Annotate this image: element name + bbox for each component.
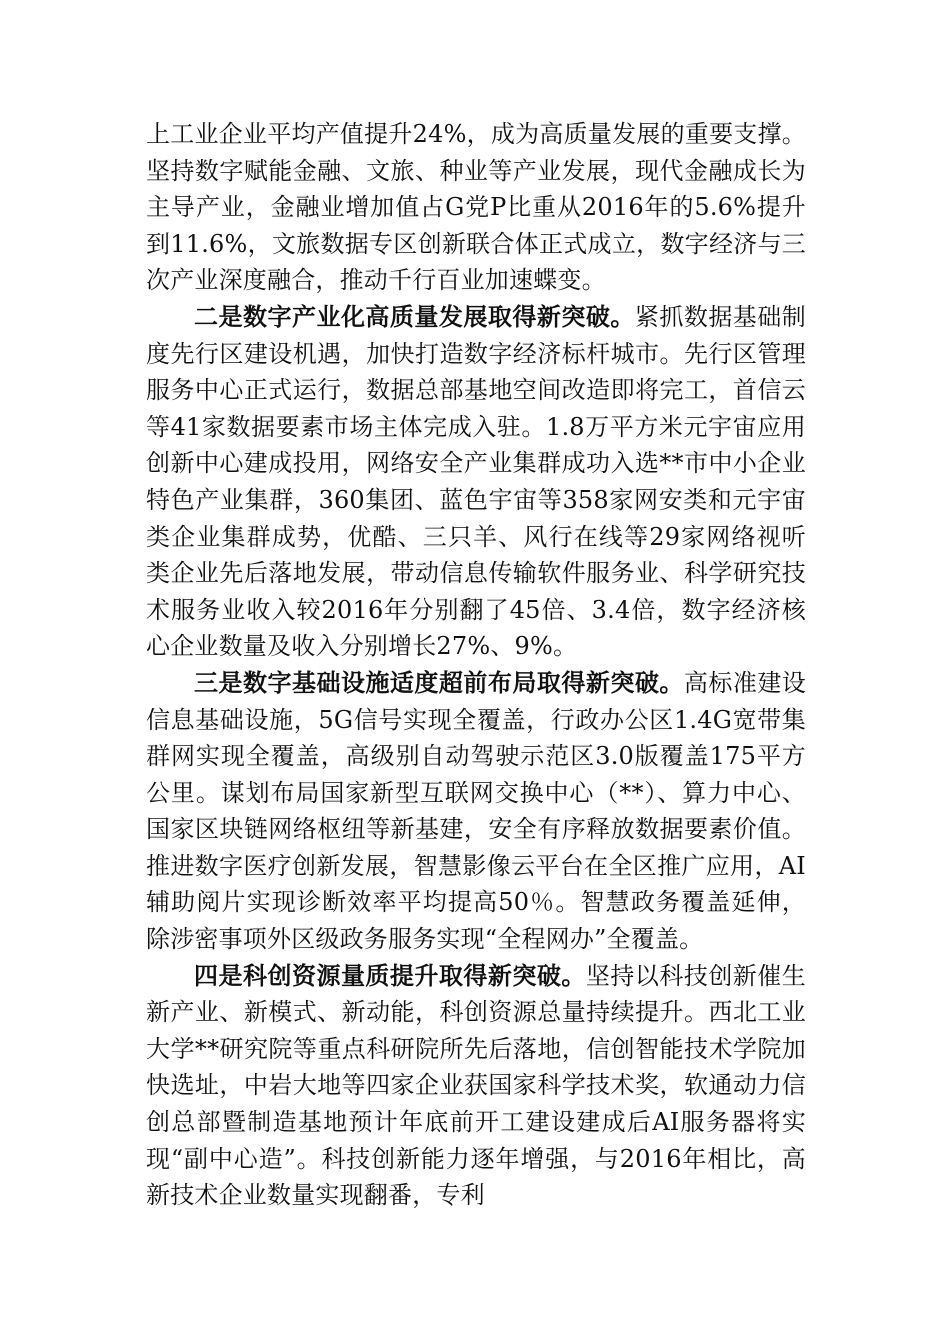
paragraph-heading: 三是数字基础设施适度超前布局取得新突破。 xyxy=(194,667,684,697)
paragraph-heading: 二是数字产业化高质量发展取得新突破。 xyxy=(194,301,635,331)
document-page xyxy=(146,116,806,1214)
paragraph-sci-tech-resources xyxy=(146,958,806,1214)
paragraph-digital-industrialization xyxy=(146,299,806,665)
paragraph-text: 上工业企业平均产值提升24%，成为高质量发展的重要支撑。坚持数字赋能金融、文旅、种业等产业发展，现代金融成长为主导产业，金融业增加值占G党P比重从2016年的5.6%提升到11.6%，文旅数据专区创新联合体正式成立，数字经济与三次产业深度融合，推动千行百业加速蝶变。 xyxy=(146,120,806,295)
paragraph-intro xyxy=(146,116,806,299)
paragraph-heading: 四是科创资源量质提升取得新突破。 xyxy=(194,960,586,990)
paragraph-text: 紧抓数据基础制度先行区建设机遇，加快打造数字经济标杆城市。先行区管理服务中心正式运行，数据总部基地空间改造即将完工，首信云等41家数据要素市场主体完成入驻。1.8万平方米元宇宙应用创新中心建成投用，网络安全产业集群成功入选**市中小企业特色产业集群，360集团、蓝色宇宙等358家网安类和元宇宙类企业集群成势，优酷、三只羊、风行在线等29家网络视听类企业先后落地发展，带动信息传输软件服务业、科学研究技术服务业收入较2016年分别翻了45倍、3.4倍，数字经济核心企业数量及收入分别增长27%、9%。 xyxy=(146,302,806,661)
paragraph-digital-infrastructure xyxy=(146,665,806,958)
paragraph-text: 坚持以科技创新催生新产业、新模式、新动能，科创资源总量持续提升。西北工业大学**研究院等重点科研院所先后落地，信创智能技术学院加快选址，中岩大地等四家企业获国家科学技术奖，软通动力信创总部暨制造基地预计年底前开工建设建成后AI服务器将实现“副中心造”。科技创新能力逐年增强，与2016年相比，高新技术企业数量实现翻番，专利 xyxy=(146,961,806,1210)
paragraph-text: 高标准建设信息基础设施，5G信号实现全覆盖，行政办公区1.4G宽带集群网实现全覆盖，高级别自动驾驶示范区3.0版覆盖175平方公里。谋划布局国家新型互联网交换中心（**）、算力中心、国家区块链网络枢纽等新基建，安全有序释放数据要素价值。推进数字医疗创新发展，智慧影像云平台在全区推广应用，AI辅助阅片实现诊断效率平均提高50％。智慧政务覆盖延伸，除涉密事项外区级政务服务实现“全程网办”全覆盖。 xyxy=(146,668,807,954)
